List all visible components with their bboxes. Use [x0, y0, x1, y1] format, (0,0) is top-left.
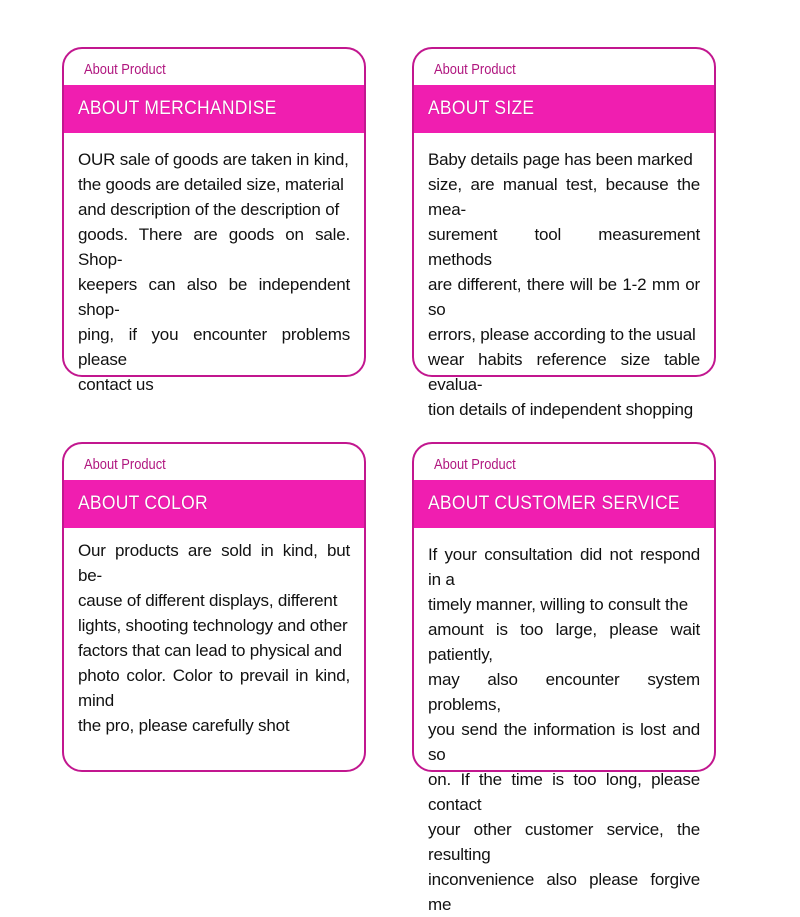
card-header-band — [414, 480, 714, 528]
card-header-band — [64, 480, 364, 528]
card-heading: ABOUT COLOR — [78, 493, 208, 514]
card-heading: ABOUT MERCHANDISE — [78, 98, 277, 119]
card-header-band — [64, 85, 364, 133]
card-tag: About Product — [434, 61, 516, 78]
card-tag: About Product — [84, 456, 166, 473]
card-heading: ABOUT SIZE — [428, 98, 535, 119]
card-about-size — [412, 47, 716, 419]
card-heading: ABOUT CUSTOMER SERVICE — [428, 493, 680, 514]
card-tag: About Product — [84, 61, 166, 78]
card-body-text: Baby details page has been marked size, are manual test, because the mea- surement tool measurement methods are different, there will be 1-2 mm or so errors, please according to the usual wear habits reference size table evalua- tion details of independent shopping — [428, 150, 700, 419]
card-about-merchandise — [62, 47, 366, 394]
card-tag: About Product — [434, 456, 516, 473]
card-about-customer-service — [412, 442, 716, 914]
card-about-color — [62, 442, 366, 772]
card-body-text: Our products are sold in kind, but be- cause of different displays, different lights, shooting technology and other factors that can lead to physical and photo color. Color to prevail in kind, mind the pro, please carefully shot — [78, 541, 350, 735]
card-header-band — [414, 85, 714, 133]
card-body-text: If your consultation did not respond in a timely manner, willing to consult the amount is too large, please wait patiently, may also encounter system problems, you send the information is lost and so on. If the time is too long, please contact your other customer service, the resulting inconvenience also please forgive me — [428, 545, 700, 914]
card-body-text: OUR sale of goods are taken in kind, the goods are detailed size, material and description of the description of goods. There are goods on sale. Shop- keepers can also be independent shop- ping, if you encounter problems please contact us — [78, 150, 350, 394]
